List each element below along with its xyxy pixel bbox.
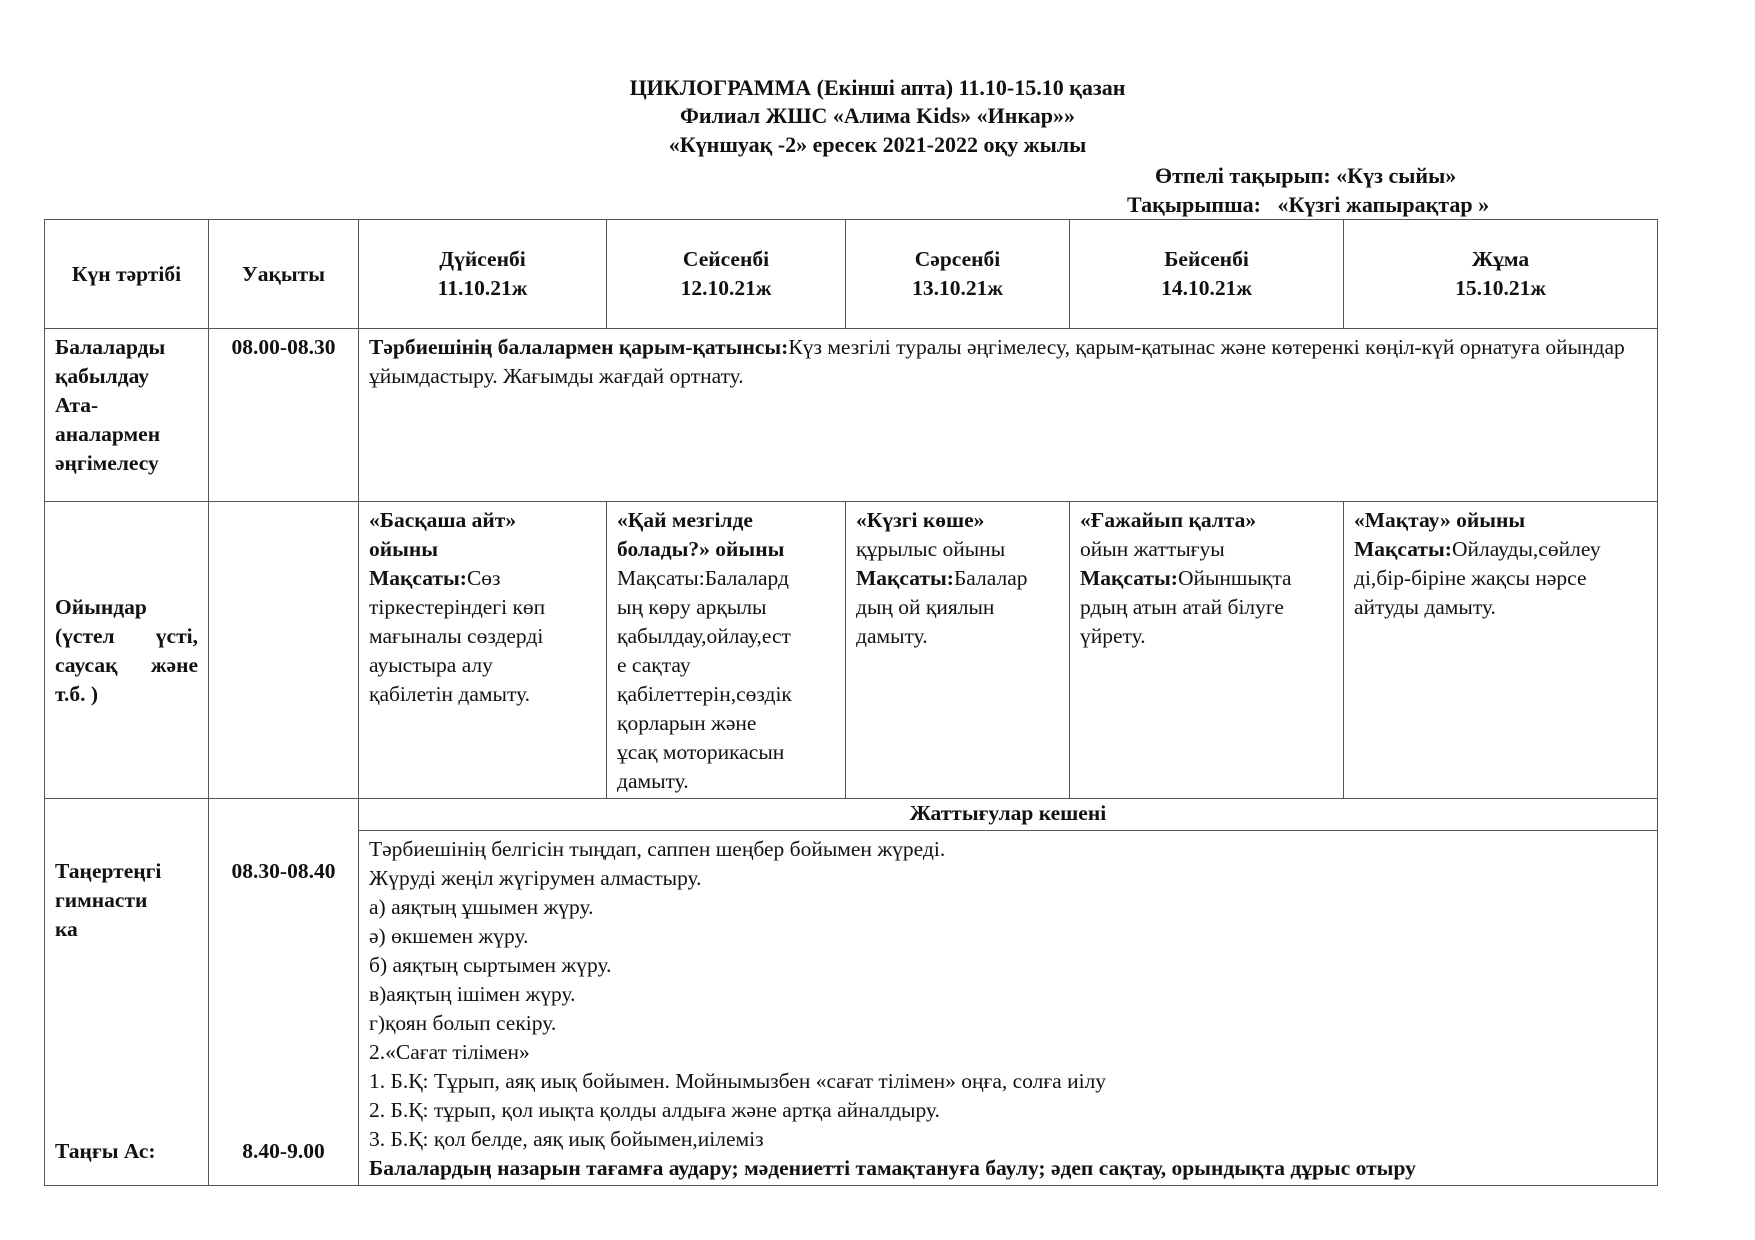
- breakfast-label: Таңғы Ас:: [55, 1139, 156, 1163]
- header-regime: Күн тәртібі: [45, 220, 209, 329]
- reception-label: Балаларды қабылдау Ата- аналармен әңгімелесу: [45, 329, 209, 502]
- reception-bold: Тәрбиешінің балалармен қарым-қатынсы:: [369, 335, 789, 359]
- games-row: [45, 502, 1658, 799]
- game-day-5: «Мақтау» ойыны Мақсаты:Ойлауды,сөйлеу ді,бір-біріне жақсы нәрсе айтуды дамыту.: [1344, 502, 1658, 799]
- header-time: Уақыты: [209, 220, 359, 329]
- reception-time: 08.00-08.30: [209, 329, 359, 502]
- doc-subtheme: Тақырыпша: «Күзгі жапырақтар »: [1127, 192, 1490, 217]
- doc-title: ЦИКЛОГРАММА (Екінші апта) 11.10-15.10 қазан: [629, 75, 1126, 100]
- game-day-3: «Күзгі көше» құрылыс ойыны Мақсаты:Балалар дың ой қиялын дамыту.: [846, 502, 1070, 799]
- gymnastics-title-row: [45, 799, 1658, 831]
- header-day-5: Жұма 15.10.21ж: [1344, 220, 1658, 329]
- reception-row: [45, 329, 1658, 502]
- header-day-3: Сәрсенбі 13.10.21ж: [846, 220, 1070, 329]
- games-time: [209, 502, 359, 799]
- schedule-table: [44, 219, 1658, 1186]
- breakfast-time: 8.40-9.00: [242, 1139, 325, 1163]
- header-day-1: Дүйсенбі 11.10.21ж: [359, 220, 607, 329]
- gymnastics-content: Тәрбиешінің белгісін тыңдап, саппен шеңбер бойымен жүреді. Жүруді жеңіл жүгірумен алмастыру. а) аяқтың ұшымен жүру. ә) өкшемен жүру. б) аяқтың сыртымен жүру. в)аяқтың ішімен жүру. г)қоян болып секіру. 2.«Сағат тілімен» 1. Б.Қ: Тұрып, аяқ иық бойымен. Мойнымызбен «сағат тілімен» оңға, солға иілу 2. Б.Қ: тұрып, қол иықта қолды алдыға және артқа айналдыру. 3. Б.Қ: қол белде, аяқ иық бойымен,иілеміз Балалардың назарын тағамға аудару; мәдениетті тамақтануға баулу; әдеп сақтау, орындықта дұрыс отыру: [359, 831, 1658, 1186]
- doc-branch: Филиал ЖШС «Алима Kids» «Инкар»»: [679, 103, 1076, 128]
- game-day-1: «Басқаша айт» ойыны Мақсаты:Сөз тіркестеріндегі көп мағыналы сөздерді ауыстыра алу қабілетін дамыту.: [359, 502, 607, 799]
- gymnastics-label: Таңертеңгі гимнасти ка Таңғы Ас:: [45, 799, 209, 1186]
- breakfast-text: Балалардың назарын тағамға аудару; мәдениетті тамақтануға баулу; әдеп сақтау, орындықта дұрыс отыру: [369, 1156, 1416, 1180]
- doc-group-year: «Күншуақ -2» ересек 2021-2022 оқу жылы: [668, 132, 1087, 157]
- game-day-4: «Ғажайып қалта» ойын жаттығуы Мақсаты:Ойыншықта рдың атын атай білуге үйрету.: [1070, 502, 1344, 799]
- doc-theme: Өтпелі тақырып: «Күз сыйы»: [1155, 163, 1457, 188]
- reception-content: [359, 329, 1658, 502]
- table-header-row: [45, 220, 1658, 329]
- gymnastics-section-title: Жаттығулар кешені: [359, 799, 1658, 831]
- game-day-2: «Қай мезгілде болады?» ойыны Мақсаты:Балалард ың көру арқылы қабылдау,ойлау,ест е сақтау қабілеттерін,сөздік қорларын және ұсақ моторикасын дамыту.: [607, 502, 846, 799]
- games-label: Ойындар (үстел үсті, саусақ және т.б. ): [45, 502, 209, 799]
- header-day-4: Бейсенбі 14.10.21ж: [1070, 220, 1344, 329]
- gymnastics-time: 08.30-08.40 8.40-9.00: [209, 799, 359, 1186]
- reception-text: Күз мезгілі туралы әңгімелесу, қарым-қатынас және көтеренкі көңіл-күй орнатуға ойындар ұйымдастыру. Жағымды жағдай ортнату.: [369, 335, 1625, 388]
- header-day-2: Сейсенбі 12.10.21ж: [607, 220, 846, 329]
